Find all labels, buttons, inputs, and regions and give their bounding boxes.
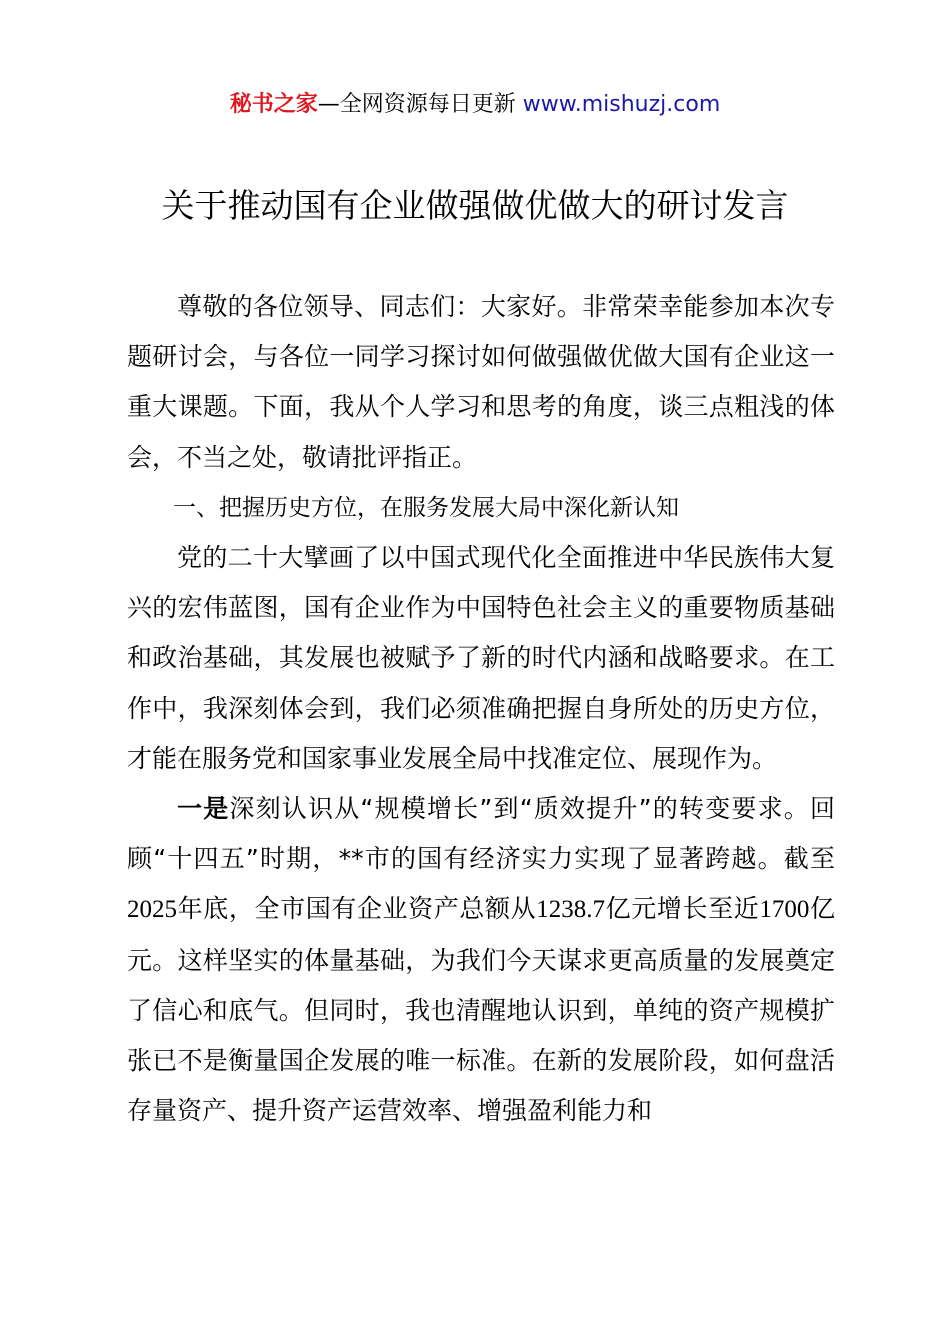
- asset-end-value: 1700: [759, 896, 810, 924]
- brand-name: 秘书之家: [229, 92, 318, 117]
- point-1-text-a: 深刻认识从“规模增长”到“质效提升”的转变要求。回顾“十四五”时期，**市的国有经济实力实现了显著跨越。截至: [127, 794, 835, 874]
- site-header: [0, 88, 950, 122]
- point-1-paragraph: [127, 784, 835, 1136]
- site-url-link[interactable]: www.mishuzj.com: [522, 92, 721, 117]
- header-tagline: —全网资源每日更新: [317, 92, 523, 117]
- point-1-text-d: 亿元。这样坚实的体量基础，为我们今天谋求更高质量的发展奠定了信心和底气。但同时，我也清醒地认识到，单纯的资产规模扩张已不是衡量国企发展的唯一标准。在新的发展阶段，如何盘活存量资产、提升资产运营效率、增强盈利能力和: [127, 894, 835, 1126]
- point-1-lead: 一是: [177, 794, 230, 824]
- point-1-text-c: 亿元增长至近: [605, 894, 760, 924]
- section-1-heading: 一、把握历史方位，在服务发展大局中深化新认知: [173, 494, 679, 521]
- year-value: 2025: [127, 896, 177, 924]
- section-1-paragraph: 党的二十大擘画了以中国式现代化全面推进中华民族伟大复兴的宏伟蓝图，国有企业作为中国特色社会主义的重要物质基础和政治基础，其发展也被赋予了新的时代内涵和战略要求。在工作中，我深刻体会到，我们必须准确把握自身所处的历史方位，才能在服务党和国家事业发展全局中找准定位、展现作为。: [127, 543, 835, 773]
- document-title: 关于推动国有企业做强做优做大的研讨发言: [161, 186, 789, 225]
- asset-start-value: 1238.7: [536, 896, 606, 924]
- document-body: [127, 282, 835, 1136]
- point-1-text-b: 年底，全市国有企业资产总额从: [177, 894, 537, 924]
- intro-paragraph: 尊敬的各位领导、同志们：大家好。非常荣幸能参加本次专题研讨会，与各位一同学习探讨如何做强做优做大国有企业这一重大课题。下面，我从个人学习和思考的角度，谈三点粗浅的体会，不当之处，敬请批评指正。: [127, 292, 835, 472]
